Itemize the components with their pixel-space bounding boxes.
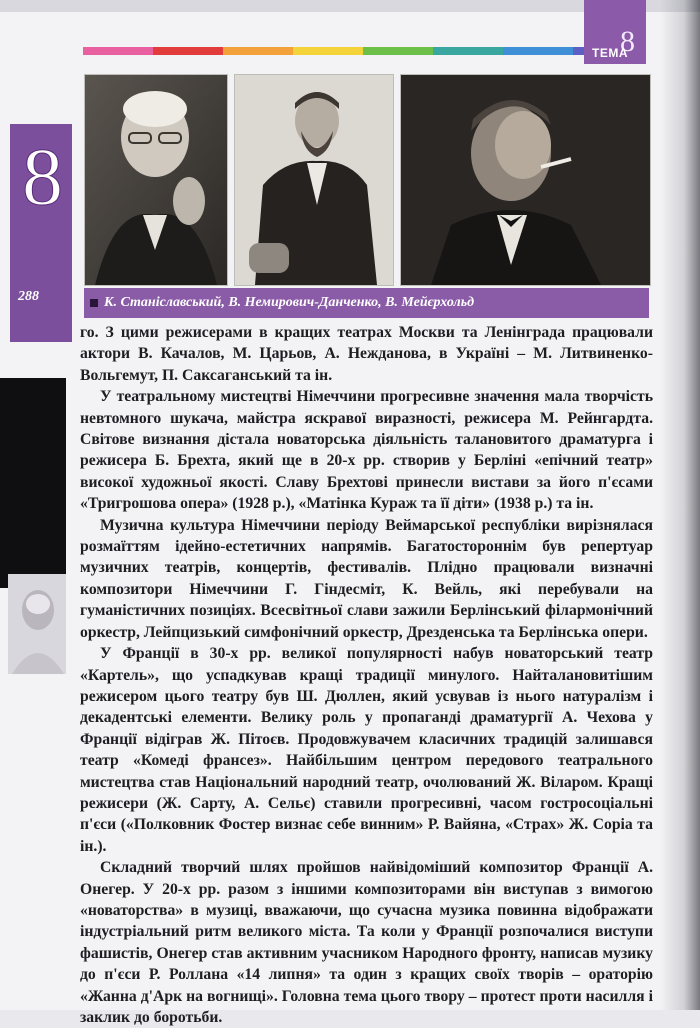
color-stripe-green — [363, 47, 433, 55]
color-stripe-blue — [503, 47, 573, 55]
chapter-number-box — [10, 124, 72, 342]
left-sidebar — [0, 66, 70, 1010]
color-stripe-red — [153, 47, 223, 55]
paragraph: го. З цими режисерами в кращих театрах Москви та Ленінграда працювали актори В. Качалов, М. Царьов, А. Нежданова, в Україні – М. Литвиненко-Вольгемут, П. Саксаганський та ін. — [80, 324, 653, 384]
portrait-photo-meyerhold — [400, 74, 651, 286]
page-number: 288 — [18, 289, 39, 304]
photo-caption-text: К. Станіславський, В. Немирович-Данченко, В. Мейєрхольд — [104, 295, 475, 310]
photo-caption — [84, 288, 649, 318]
page-edge-shadow — [660, 0, 700, 1010]
color-stripe-teal — [433, 47, 503, 55]
sidebar-dark-band — [0, 378, 66, 588]
caption-marker-icon — [90, 299, 98, 307]
topic-label: ТЕМА — [592, 46, 628, 60]
chapter-number: 8 — [22, 131, 63, 222]
topic-number: 8 — [620, 25, 635, 58]
sidebar-portrait-image — [8, 574, 66, 674]
color-stripe-pink — [83, 47, 153, 55]
body-text — [80, 322, 653, 1028]
paragraph: Музична культура Німеччини періоду Веймарської республіки вирізнялася розмаїттям ідейно-естетичних напрямів. Багатостороннім був репертуар музичних театрів, концертів, фестивалів. Плідно працювали визначні композитори Німеччини Г. Гіндесміт, К. Вейль, які перебували на гуманістичних позиціях. Всесвітньої слави зажили Берлінський філармонічний оркестр, Лейпцизький симфонічний оркестр, Дрезденська та Берлінська опери. — [80, 516, 653, 641]
portrait-photo-stanislavsky — [84, 74, 228, 286]
color-stripe — [83, 47, 643, 55]
color-stripe-yellow — [293, 47, 363, 55]
color-stripe-orange — [223, 47, 293, 55]
paragraph: Складний творчий шлях пройшов найвідоміший композитор Франції А. Онегер. У 20-х рр. разом з іншими композиторами він виступав з вимогою «новаторства» в музиці, вважаючи, що сучасна музика повинна відображати індустріальний ритм великого міста. Та коли у Франції розпочалися виступи фашистів, Онегер став активним учасником Народного фронту, написав музику до п'єси Р. Роллана «14 липня» та один з кращих своїх творів – ораторію «Жанна д'Арк на вогнищі». Головна тема цього твору – протест проти насилля і заклик до боротьби. — [80, 859, 653, 1026]
portrait-photo-nemirovich-danchenko — [234, 74, 394, 286]
paragraph: У Франції в 30-х рр. великої популярності набув новаторський театр «Картель», що успадкував кращі традиції минулого. Найталановитішим режисером цього театру був Ш. Дюллен, який усвував із нього натуралізм і декадентські елементи. Велику роль у пропаганді драматургії А. Чехова у Франції відіграв Ж. Пітоєв. Продовжувачем класичних традицій залишався театр «Комеді франсез». Найбільшим центром передового театрального мистецтва став Національний народний театр, очолюваний Ж. Віларом. Кращі режисери (Ж. Сарту, А. Сельє) ставили прогресивні, часом гостросоціальні п'єси («Полковник Фостер визнає себе винним» Р. Вайяна, «Страх» Ж. Соріа та ін.). — [80, 645, 653, 855]
paragraph: У театральному мистецтві Німеччини прогресивне значення мала творчість невтомного шукача, майстра яскравої виразності, режисера М. Рейнгардта. Світове визнання дістала новаторська діяльність талановитого драматурга і режисера Б. Брехта, який ще в 20-х рр. створив у Берліні «епічний театр» високої художньої якості. Славу Брехтові принесли вистави за його п'єсами «Тригрошова опера» (1928 р.), «Матінка Кураж та її діти» (1938 р.) та ін. — [80, 388, 653, 513]
topic-badge — [584, 0, 646, 64]
